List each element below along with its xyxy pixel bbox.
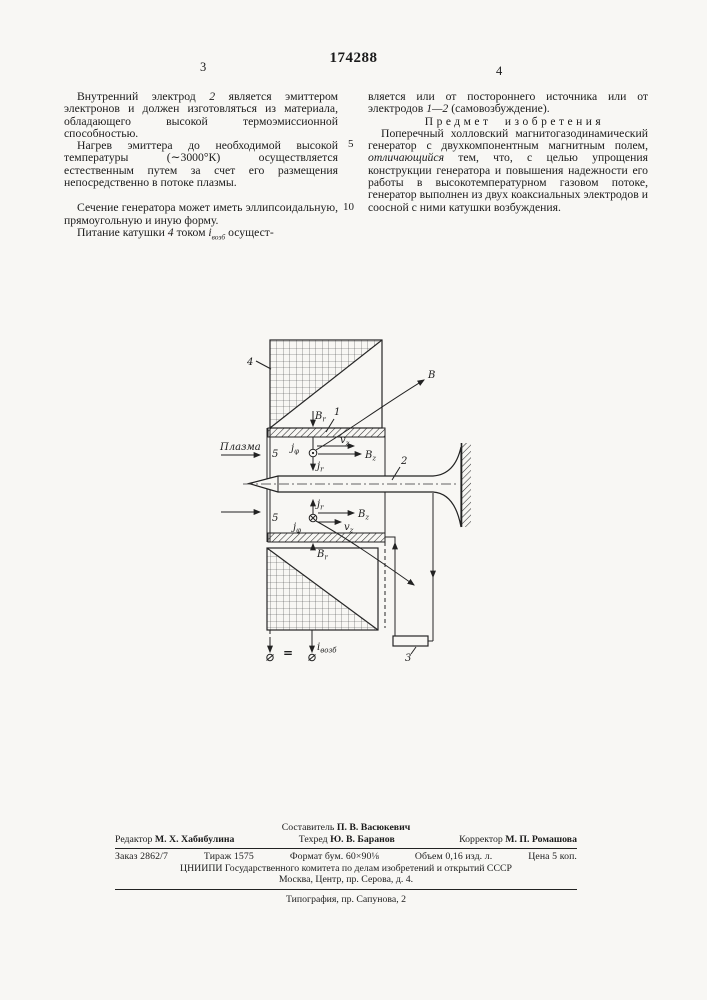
label-jr-top: $j_r$: [317, 461, 324, 474]
organization-line: ЦНИИПИ Государственного комитета по делам изобретений и открытий СССР: [180, 862, 512, 874]
typography-line: Типография, пр. Сапунова, 2: [285, 893, 407, 905]
excitation-coil-bottom: [267, 548, 378, 630]
load-circuit: [385, 493, 433, 654]
divider: [115, 848, 577, 849]
paragraph-claim: Поперечный холловский магнитогазодинамический генератор с двухкомпонентным магнитным полем, отличающийся тем, что, с целью упрощения конструкции генератора и повышения надежности его работы в высокотемпературном газовом потоке, генератор выполнен из двух коаксиальных электродов и соосной с ними катушки возбуждения.: [368, 126, 648, 214]
label-Bz-top: $B_z$: [365, 450, 377, 463]
b-field-line-bottom: [316, 521, 414, 585]
paragraph-coil-supply: Питание катушки 4 током $i_{возб}$ осущест-: [77, 225, 274, 242]
order-number: Заказ 2862/7: [115, 851, 168, 862]
compiler-line: Составитель П. В. Васюкевич: [281, 822, 411, 833]
label-Bz-bottom: $B_z$: [358, 509, 370, 522]
address-line: Москва, Центр, пр. Серова, д. 4.: [278, 874, 414, 885]
dc-sign: =: [283, 646, 294, 660]
right-column-page-number: 4: [496, 64, 503, 78]
ref-num-1-2: 1—2: [426, 102, 449, 116]
label-plasma: Плазма: [220, 442, 261, 453]
label-channel-5-bottom: 5: [272, 513, 279, 524]
print-specs-line: [115, 851, 577, 863]
label-channel-5-top: 5: [272, 449, 279, 460]
label-vz-top: $v_z$: [340, 435, 350, 448]
excitation-coil-top: [270, 340, 382, 428]
label-vz-bottom: $v_z$: [344, 522, 354, 535]
paragraph-heating: Нагрев эмиттера до необходимой высокой температуры (∼3000°К) осуществляется естественным путем за счет его размещения непосредственно в потоке плазмы.: [64, 139, 338, 190]
editor: Редактор М. Х. Хабибулина: [115, 833, 235, 845]
divider: [115, 889, 577, 890]
paragraph-section-shape: Сечение генератора может иметь эллипсоидальную, прямоугольную и иную форму.: [64, 201, 338, 227]
techred: Техред Ю. В. Баранов: [298, 833, 395, 845]
price: Цена 5 коп.: [528, 851, 577, 862]
print-run: Тираж 1575: [203, 851, 254, 862]
line-marker-10: 10: [343, 201, 354, 213]
ref-num-4: 4: [167, 225, 174, 239]
label-jr-bottom: $j_r$: [317, 499, 324, 512]
label-inner-electrode-2: 2: [401, 456, 408, 467]
patent-number: 174288: [329, 50, 378, 66]
end-wall: [462, 443, 472, 527]
load-resistor: [393, 636, 428, 646]
corrector: Корректор М. П. Ромашова: [459, 833, 577, 845]
imprint-block: [115, 822, 577, 905]
ref-num-2: 2: [209, 90, 216, 103]
label-outer-electrode-1: 1: [334, 407, 341, 418]
paragraph-excitation: вляется или от постороннего источника или от электродов 1—2 (самовозбуждение).: [368, 90, 648, 116]
claims-heading: Предмет изобретения: [424, 115, 605, 128]
volume: Объем 0,16 изд. л.: [414, 851, 493, 862]
label-jphi-bottom: $j_\varphi$: [293, 522, 302, 535]
left-text-column: [64, 91, 338, 244]
paragraph-electrode: Внутренний электрод 2 является эмиттером электронов и должен изготовляться из материала, обладающего высокой термоэмиссионной способностью.: [64, 90, 338, 140]
line-marker-5: 5: [348, 138, 354, 150]
leader-coil-4: [256, 361, 271, 369]
staff-line: [115, 834, 577, 846]
label-jphi-top: $j_\varphi$: [291, 443, 300, 456]
label-Br-bottom: $B_r$: [317, 549, 328, 562]
left-column-page-number: 3: [200, 60, 207, 74]
b-field-line-top: [316, 380, 424, 450]
label-Br-top: $B_r$: [315, 411, 326, 424]
label-load-3: 3: [405, 653, 412, 664]
label-i-vozb: $i_{возб}$: [317, 642, 337, 655]
label-coil-4: 4: [247, 357, 254, 368]
paper-format: Формат бум. 60×90⅛: [289, 851, 379, 862]
inner-electrode: [249, 447, 461, 527]
label-B-field: B: [428, 370, 436, 381]
generator-diagram: [205, 335, 490, 670]
right-text-column: [368, 91, 648, 214]
